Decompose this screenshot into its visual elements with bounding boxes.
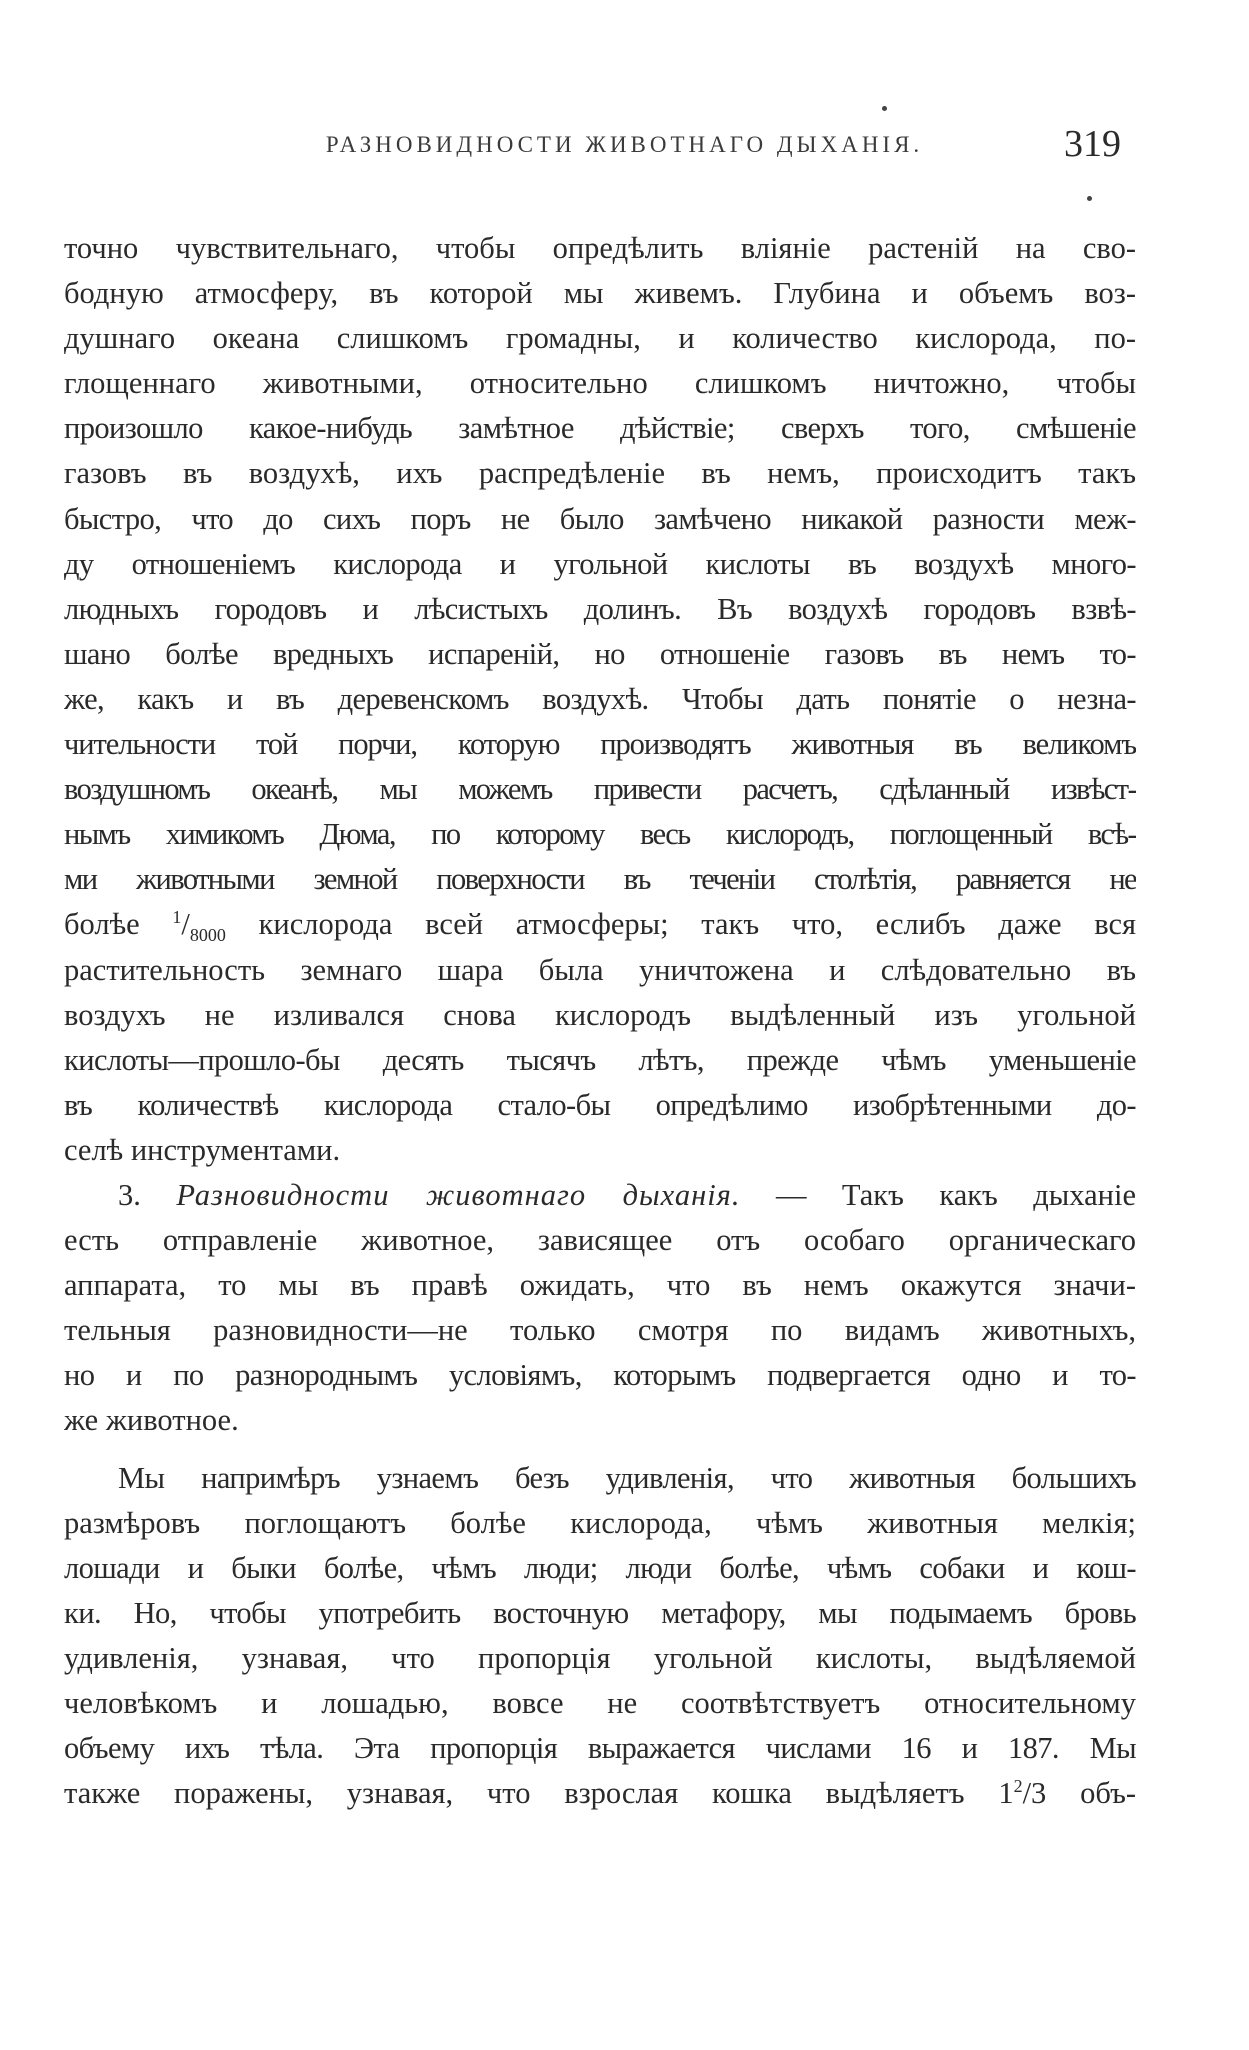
- text-line: размѣровъ поглощаютъ болѣе кислорода, чѣмъ животныя мелкія;: [64, 1505, 1136, 1540]
- text-line: душнаго океана слишкомъ громадны, и количество кислорода, по-: [64, 321, 1136, 356]
- running-head: [0, 123, 1249, 168]
- mixed-fraction-denominator: 3: [1031, 1776, 1047, 1811]
- text-line: же животное.: [64, 1403, 239, 1438]
- text-line-fraction: болѣе $^1/_{8000}$ кислорода всей атмосферы; такъ что, еслибъ даже вся: [64, 907, 1136, 946]
- text-line: чительности той порчи, которую производятъ животныя въ великомъ: [64, 727, 1136, 762]
- mixed-fraction: $1^2/3$: [998, 1776, 1047, 1811]
- section-title: Разновидности животнаго дыханія.: [176, 1177, 741, 1212]
- print-speck: [1087, 196, 1092, 201]
- text-line: растительность земнаго шара была уничтожена и слѣдовательно въ: [64, 952, 1136, 987]
- text-line: ми животными земной поверхности въ теченіи столѣтія, равняется не: [64, 862, 1136, 897]
- fraction-denominator: 8000: [189, 925, 226, 946]
- text-line: но и по разнороднымъ условіямъ, которымъ подвергается одно и то-: [64, 1358, 1136, 1393]
- text-line: аппарата, то мы въ правѣ ожидать, что въ немъ окажутся значи-: [64, 1268, 1136, 1303]
- paragraph-gap: [64, 1444, 1136, 1456]
- text-line: глощеннаго животными, относительно слишкомъ ничтожно, чтобы: [64, 366, 1136, 401]
- text-line: удивленія, узнавая, что пропорція угольной кислоты, выдѣляемой: [64, 1640, 1136, 1675]
- section-number: 3.: [118, 1177, 141, 1212]
- text-line: кислоты—прошло-бы десять тысячъ лѣтъ, прежде чѣмъ уменьшеніе: [64, 1042, 1136, 1077]
- text-line: шано болѣе вредныхъ испареній, но отношеніе газовъ въ немъ то-: [64, 636, 1136, 671]
- text-line: въ количествѣ кислорода стало-бы опредѣлимо изобрѣтенными до-: [64, 1087, 1136, 1122]
- text-line: же, какъ и въ деревенскомъ воздухѣ. Чтобы дать понятіе о незна-: [64, 681, 1136, 716]
- section-heading-line: [64, 1173, 1136, 1218]
- text-line: нымъ химикомъ Дюма, по которому весь кислородъ, поглощенный всѣ-: [64, 817, 1136, 852]
- text-line: тельныя разновидности—не только смотря по видамъ животныхъ,: [64, 1313, 1136, 1348]
- text-line: бодную атмосферу, въ которой мы живемъ. Глубина и объемъ воз-: [64, 276, 1136, 311]
- page-number: 319: [1064, 123, 1121, 165]
- mixed-fraction-whole: 1: [998, 1776, 1014, 1811]
- text-line: селѣ инструментами.: [64, 1132, 341, 1167]
- text-line: ду отношеніемъ кислорода и угольной кислоты въ воздухѣ много-: [64, 546, 1136, 581]
- text-line: быстро, что до сихъ поръ не было замѣчено никакой разности меж-: [64, 501, 1136, 536]
- body-text: [64, 226, 1136, 1816]
- text-line: точно чувствительнаго, чтобы опредѣлить вліяніе растеній на сво-: [64, 231, 1136, 265]
- text-line: воздухъ не изливался снова кислородъ выдѣленный изъ угольной: [64, 997, 1136, 1032]
- last-line-suffix: объ-: [1080, 1776, 1136, 1811]
- text-line-last: [64, 1771, 1136, 1816]
- text-line: людныхъ городовъ и лѣсистыхъ долинъ. Въ воздухѣ городовъ взвѣ-: [64, 591, 1136, 626]
- text-line: произошло какое-нибудь замѣтное дѣйствіе; сверхъ того, смѣшеніе: [64, 411, 1136, 446]
- last-line-text: также поражены, узнавая, что взрослая кошка выдѣляетъ: [64, 1776, 965, 1811]
- text-line: воздушномъ океанѣ, мы можемъ привести расчетъ, сдѣланный извѣст-: [64, 772, 1136, 807]
- text-line: газовъ въ воздухѣ, ихъ распредѣленіе въ немъ, происходитъ такъ: [64, 456, 1136, 491]
- fraction-numerator: 1: [172, 907, 182, 928]
- text-line: Мы напримѣръ узнаемъ безъ удивленія, что животныя большихъ: [118, 1460, 1136, 1495]
- fraction-prefix: болѣе: [64, 907, 140, 942]
- text-line: объему ихъ тѣла. Эта пропорція выражается числами 16 и 187. Мы: [64, 1731, 1136, 1766]
- text-line: лошади и быки болѣе, чѣмъ люди; люди болѣе, чѣмъ собаки и кош-: [64, 1550, 1136, 1585]
- section-lead: — Такъ какъ дыханіе: [775, 1177, 1136, 1212]
- running-title: РАЗНОВИДНОСТИ ЖИВОТНАГО ДЫХАНІЯ.: [325, 132, 924, 157]
- text-line: человѣкомъ и лошадью, вовсе не соотвѣтствуетъ относительному: [64, 1686, 1136, 1720]
- mixed-fraction-numerator: 2: [1013, 1776, 1023, 1797]
- print-speck: [882, 106, 887, 111]
- text-line: есть отправленіе животное, зависящее отъ особаго органическаго: [64, 1223, 1136, 1258]
- fraction-suffix: кислорода всей атмосферы; такъ что, еслибъ даже вся: [258, 907, 1136, 942]
- text-line: ки. Но, чтобы употребить восточную метафору, мы подымаемъ бровь: [64, 1595, 1136, 1630]
